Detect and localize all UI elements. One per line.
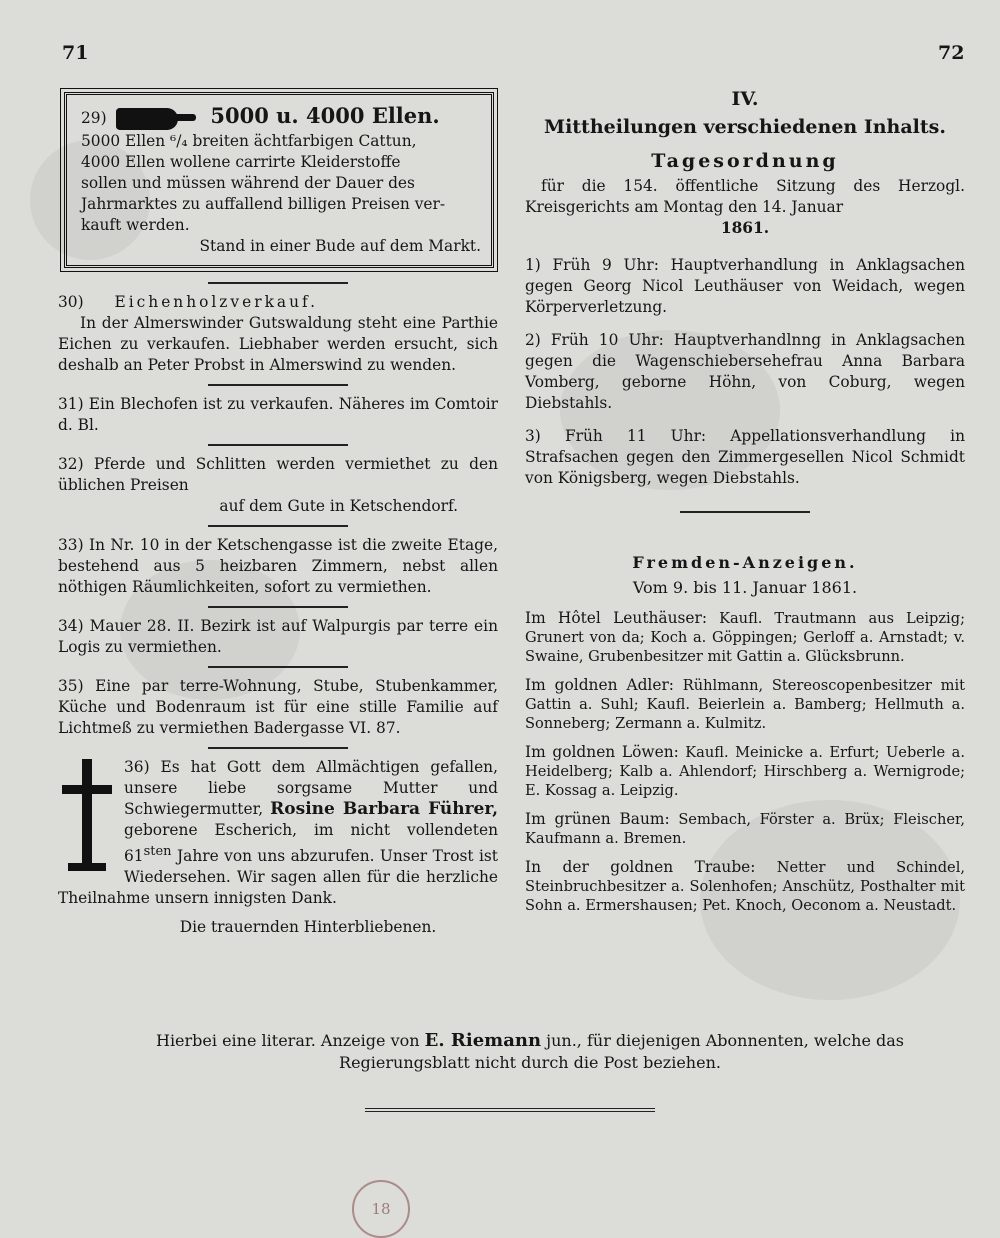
hotel-guests: Kaufl. Trautmann aus Leipzig; Grunert von da; Koch a. Göppingen; Gerloff a. Arnstadt; v. Swaine, Grubenbesitzer mit Gattin a. Glücksbrunn. bbox=[525, 610, 965, 665]
page-number-right: 72 bbox=[938, 42, 965, 64]
ad-29-line: 4000 Ellen wollene carrirte Kleiderstoffe bbox=[81, 153, 401, 171]
ad-36 bbox=[58, 757, 498, 909]
hotel-entry bbox=[525, 810, 965, 848]
ad-33: 33) In Nr. 10 in der Ketschengasse ist die zweite Etage, bestehend aus 5 heizbaren Zimmern, nebst allen nöthigen Räumlichkeiten, sofort zu vermiethen. bbox=[58, 536, 498, 596]
hotel-name: Im Hôtel Leuthäuser: bbox=[525, 609, 708, 627]
ad-number: 30) bbox=[58, 293, 84, 311]
ad-36-text-a: 36) Es hat Gott dem Allmächtigen gefallen, unsere liebe sorgsame Mutter und Schwiegermutter, bbox=[124, 758, 498, 818]
ad-36-sup: sten bbox=[143, 844, 172, 859]
hotel-entry bbox=[525, 858, 965, 915]
separator bbox=[208, 282, 348, 284]
ad-34: 34) Mauer 28. II. Bezirk ist auf Walpurgis par terre ein Logis zu vermiethen. bbox=[58, 617, 498, 656]
ad-29-line: sollen und müssen während der Dauer des bbox=[81, 174, 415, 192]
ad-36-signature: Die trauernden Hinterbliebenen. bbox=[179, 918, 437, 937]
bottom-note bbox=[100, 1030, 960, 1074]
agenda-item: 3) Früh 11 Uhr: Appellationsverhandlung in Strafsachen gegen den Zimmergesellen Nicol Schmidt von Königsberg, wegen Diebstahls. bbox=[525, 427, 965, 487]
ad-32: 32) Pferde und Schlitten werden vermiethet zu den üblichen Preisen bbox=[58, 455, 498, 494]
separator bbox=[208, 444, 348, 446]
bottom-note-text-a: Hierbei eine literar. Anzeige von bbox=[155, 1031, 420, 1050]
ad-headline: 5000 u. 4000 Ellen. bbox=[210, 103, 440, 128]
ad-29-line: 5000 Ellen ⁶/₄ breiten ächtfarbigen Cattun, bbox=[81, 132, 417, 150]
hotel-entry bbox=[525, 743, 965, 800]
library-stamp: 18 bbox=[352, 1180, 410, 1238]
separator bbox=[208, 606, 348, 608]
hotel-guests: Kaufl. Meinicke a. Erfurt; Ueberle a. Heidelberg; Kalb a. Ahlendorf; Hirschberg a. Wernigrode; E. Kossag a. Leipzig. bbox=[525, 744, 965, 799]
agenda-item: 1) Früh 9 Uhr: Hauptverhandlung in Anklagsachen gegen Georg Nicol Leuthäuser von Weidach, wegen Körperverletzung. bbox=[525, 256, 965, 316]
ad-30 bbox=[58, 292, 498, 313]
hotel-entry bbox=[525, 609, 965, 666]
bottom-rule bbox=[365, 1108, 655, 1112]
ad-36-text-b: geborene Escherich, im nicht vollendeten 61 bbox=[124, 821, 498, 866]
hotel-entry bbox=[525, 676, 965, 733]
ad-32-place: auf dem Gute in Ketschendorf. bbox=[219, 497, 458, 515]
fremden-title: Fremden-Anzeigen. bbox=[632, 553, 858, 572]
separator bbox=[208, 747, 348, 749]
ad-35: 35) Eine par terre-Wohnung, Stube, Stubenkammer, Küche und Bodenraum ist für eine stille Familie auf Lichtmeß zu vermiethen Badergasse VI. 87. bbox=[58, 677, 498, 737]
hotel-name: Im goldnen Adler: bbox=[525, 676, 674, 694]
separator bbox=[208, 666, 348, 668]
pointing-hand-icon bbox=[116, 108, 178, 130]
section-title: Mittheilungen verschiedenen Inhalts. bbox=[544, 116, 946, 138]
ad-29-box bbox=[64, 92, 494, 268]
separator bbox=[680, 511, 810, 513]
publisher-name: E. Riemann bbox=[424, 1030, 542, 1051]
hotel-guests: Sembach, Förster a. Brüx; Fleischer, Kaufmann a. Bremen. bbox=[525, 811, 965, 847]
hotel-guests: Rühlmann, Stereoscopenbesitzer mit Gattin a. Suhl; Kaufl. Beierlein a. Bamberg; Hellmuth a. Sonneberg; Zermann a. Kulmitz. bbox=[525, 677, 966, 732]
agenda-year: 1861. bbox=[720, 219, 770, 237]
ad-29-line: kauft werden. bbox=[81, 216, 190, 234]
hotel-guests: Netter und Schindel, Steinbruchbesitzer a. Solenhofen; Anschütz, Posthalter mit Sohn a. Ermershausen; Pet. Knoch, Oeconom a. Neustadt. bbox=[525, 859, 966, 914]
cross-icon bbox=[58, 759, 116, 869]
left-column bbox=[58, 88, 498, 938]
agenda-title: Tagesordnung bbox=[651, 150, 839, 172]
ad-title: Eichenholzverkauf. bbox=[114, 293, 319, 311]
ad-31: 31) Ein Blechofen ist zu verkaufen. Näheres im Comtoir d. Bl. bbox=[58, 395, 498, 434]
page-number-left: 71 bbox=[62, 42, 89, 64]
ad-29-line: Jahrmarktes zu auffallend billigen Preisen ver- bbox=[81, 195, 446, 213]
hotel-name: Im grünen Baum: bbox=[525, 810, 670, 828]
section-number: IV. bbox=[731, 88, 759, 110]
deceased-name: Rosine Barbara Führer, bbox=[270, 799, 498, 819]
ad-30-text: In der Almerswinder Gutswaldung steht eine Parthie Eichen zu verkaufen. Liebhaber werden ersucht, sich deshalb an Peter Probst in Almerswind zu wenden. bbox=[58, 314, 498, 374]
right-column bbox=[525, 88, 965, 925]
ad-number: 29) bbox=[81, 109, 107, 127]
ad-29-stand: Stand in einer Bude auf dem Markt. bbox=[199, 237, 481, 255]
ad-36-text-c: Jahre von uns abzurufen. Unser Trost ist Wiedersehen. Wir sagen allen für die herzliche Theilnahme unsern innigsten Dank. bbox=[58, 847, 498, 908]
hotel-name: In der goldnen Traube: bbox=[525, 858, 756, 876]
bottom-note-text-b: jun., für diejenigen Abonnenten, welche das Regierungsblatt nicht durch die Post beziehen. bbox=[339, 1031, 904, 1072]
agenda-subtitle: für die 154. öffentliche Sitzung des Herzogl. Kreisgerichts am Montag den 14. Januar bbox=[525, 177, 965, 216]
agenda-item: 2) Früh 10 Uhr: Hauptverhandlnng in Anklagsachen gegen die Wagenschiebersehefrau Anna Barbara Vomberg, geborne Höhn, von Coburg, wegen Diebstahls. bbox=[525, 331, 965, 412]
separator bbox=[208, 384, 348, 386]
separator bbox=[208, 525, 348, 527]
fremden-date: Vom 9. bis 11. Januar 1861. bbox=[632, 578, 858, 597]
ad-29-head bbox=[81, 103, 481, 131]
hotel-name: Im goldnen Löwen: bbox=[525, 743, 679, 761]
